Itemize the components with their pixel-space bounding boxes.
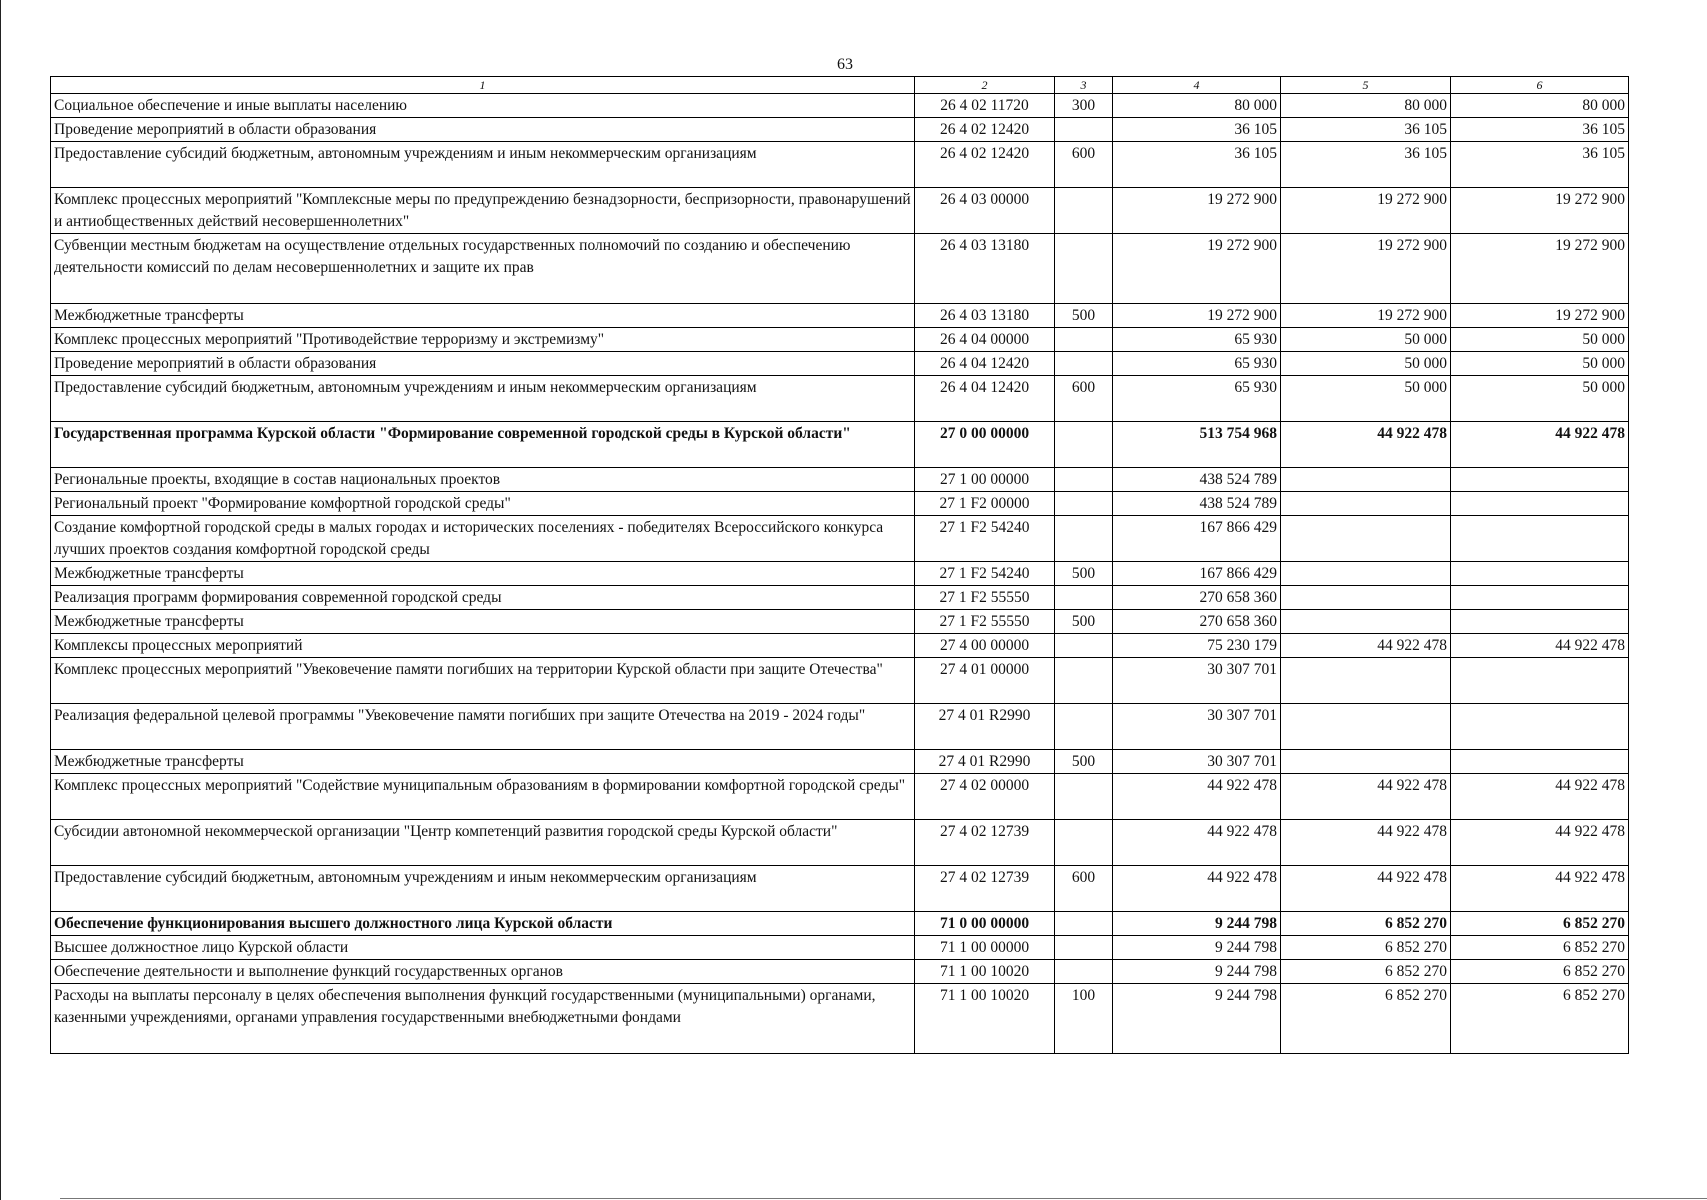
row-amount-3 [1451, 704, 1629, 750]
row-name: Комплексы процессных мероприятий [51, 634, 915, 658]
row-expense-type: 100 [1055, 984, 1113, 1054]
row-expense-type: 500 [1055, 750, 1113, 774]
table-row [51, 960, 1629, 984]
row-amount-3 [1451, 586, 1629, 610]
row-amount-2: 6 852 270 [1281, 960, 1451, 984]
row-amount-1: 438 524 789 [1113, 468, 1281, 492]
table-row [51, 118, 1629, 142]
row-amount-3 [1451, 658, 1629, 704]
row-code: 71 1 00 10020 [915, 984, 1055, 1054]
col-header-3: 3 [1055, 77, 1113, 94]
row-amount-1: 36 105 [1113, 142, 1281, 188]
row-amount-2: 44 922 478 [1281, 422, 1451, 468]
row-amount-3 [1451, 516, 1629, 562]
row-amount-1: 44 922 478 [1113, 866, 1281, 912]
row-amount-3: 80 000 [1451, 94, 1629, 118]
row-name: Комплекс процессных мероприятий "Увековечение памяти погибших на территории Курской области при защите Отечества" [51, 658, 915, 704]
row-amount-1: 30 307 701 [1113, 658, 1281, 704]
row-amount-1: 36 105 [1113, 118, 1281, 142]
row-code: 27 1 F2 54240 [915, 516, 1055, 562]
row-amount-1: 9 244 798 [1113, 960, 1281, 984]
row-expense-type [1055, 118, 1113, 142]
row-amount-3: 44 922 478 [1451, 820, 1629, 866]
row-code: 71 1 00 00000 [915, 936, 1055, 960]
row-name: Субвенции местным бюджетам на осуществление отдельных государственных полномочий по созданию и обеспечению деятельности комиссий по делам несовершеннолетних и защите их прав [51, 234, 915, 304]
row-amount-1: 65 930 [1113, 352, 1281, 376]
row-amount-3 [1451, 492, 1629, 516]
row-expense-type [1055, 234, 1113, 304]
table-row [51, 984, 1629, 1054]
row-amount-3: 44 922 478 [1451, 866, 1629, 912]
row-amount-2: 36 105 [1281, 142, 1451, 188]
table-row [51, 492, 1629, 516]
row-amount-3: 6 852 270 [1451, 936, 1629, 960]
row-amount-2: 44 922 478 [1281, 774, 1451, 820]
table-row [51, 912, 1629, 936]
row-amount-1: 19 272 900 [1113, 234, 1281, 304]
row-amount-3: 6 852 270 [1451, 984, 1629, 1054]
row-amount-1: 30 307 701 [1113, 750, 1281, 774]
row-amount-2: 50 000 [1281, 352, 1451, 376]
row-name: Межбюджетные трансферты [51, 750, 915, 774]
row-name: Региональный проект "Формирование комфортной городской среды" [51, 492, 915, 516]
row-amount-1: 270 658 360 [1113, 586, 1281, 610]
row-name: Реализация федеральной целевой программы "Увековечение памяти погибших при защите Отечества на 2019 - 2024 годы" [51, 704, 915, 750]
row-expense-type: 600 [1055, 376, 1113, 422]
row-amount-3: 50 000 [1451, 352, 1629, 376]
row-code: 27 1 F2 00000 [915, 492, 1055, 516]
col-header-1: 1 [51, 77, 915, 94]
row-amount-1: 19 272 900 [1113, 188, 1281, 234]
row-expense-type [1055, 586, 1113, 610]
row-code: 27 4 02 00000 [915, 774, 1055, 820]
row-amount-2 [1281, 468, 1451, 492]
row-amount-2 [1281, 658, 1451, 704]
row-amount-2 [1281, 516, 1451, 562]
row-amount-2 [1281, 492, 1451, 516]
row-expense-type [1055, 634, 1113, 658]
row-expense-type: 500 [1055, 562, 1113, 586]
row-amount-3: 50 000 [1451, 376, 1629, 422]
row-amount-3: 44 922 478 [1451, 422, 1629, 468]
row-code: 27 1 F2 55550 [915, 610, 1055, 634]
row-amount-2: 36 105 [1281, 118, 1451, 142]
row-expense-type [1055, 912, 1113, 936]
row-name: Социальное обеспечение и иные выплаты населению [51, 94, 915, 118]
row-amount-3: 44 922 478 [1451, 774, 1629, 820]
row-name: Реализация программ формирования современной городской среды [51, 586, 915, 610]
row-expense-type [1055, 516, 1113, 562]
row-amount-1: 65 930 [1113, 376, 1281, 422]
row-code: 27 4 02 12739 [915, 866, 1055, 912]
row-name: Государственная программа Курской области "Формирование современной городской среды в Курской области" [51, 422, 915, 468]
row-name: Комплекс процессных мероприятий "Комплексные меры по предупреждению безнадзорности, беспризорности, правонарушений и антиобщественных действий несовершеннолетних" [51, 188, 915, 234]
row-amount-3: 19 272 900 [1451, 188, 1629, 234]
row-amount-1: 75 230 179 [1113, 634, 1281, 658]
row-amount-2: 6 852 270 [1281, 912, 1451, 936]
row-amount-1: 80 000 [1113, 94, 1281, 118]
row-code: 27 0 00 00000 [915, 422, 1055, 468]
row-amount-3: 36 105 [1451, 118, 1629, 142]
row-code: 26 4 03 13180 [915, 234, 1055, 304]
page-number: 63 [837, 56, 853, 73]
row-amount-2 [1281, 610, 1451, 634]
row-code: 27 4 00 00000 [915, 634, 1055, 658]
row-code: 26 4 04 12420 [915, 376, 1055, 422]
row-expense-type [1055, 658, 1113, 704]
row-code: 27 4 01 00000 [915, 658, 1055, 704]
scan-bottom-edge [60, 1198, 1707, 1199]
row-name: Проведение мероприятий в области образования [51, 118, 915, 142]
row-amount-3 [1451, 468, 1629, 492]
row-amount-2 [1281, 586, 1451, 610]
row-expense-type: 300 [1055, 94, 1113, 118]
row-name: Расходы на выплаты персоналу в целях обеспечения выполнения функций государственными (муниципальными) органами, казенными учреждениями, органами управления государственными внебюджетными фондами [51, 984, 915, 1054]
row-name: Создание комфортной городской среды в малых городах и исторических поселениях - победителях Всероссийского конкурса лучших проектов создания комфортной городской среды [51, 516, 915, 562]
row-expense-type [1055, 704, 1113, 750]
row-amount-1: 30 307 701 [1113, 704, 1281, 750]
row-amount-1: 19 272 900 [1113, 304, 1281, 328]
row-expense-type [1055, 960, 1113, 984]
row-amount-2: 80 000 [1281, 94, 1451, 118]
row-expense-type [1055, 492, 1113, 516]
row-name: Высшее должностное лицо Курской области [51, 936, 915, 960]
row-expense-type [1055, 422, 1113, 468]
row-code: 27 1 F2 54240 [915, 562, 1055, 586]
row-name: Предоставление субсидий бюджетным, автономным учреждениям и иным некоммерческим организациям [51, 866, 915, 912]
row-amount-2: 19 272 900 [1281, 234, 1451, 304]
row-amount-2: 44 922 478 [1281, 866, 1451, 912]
row-name: Комплекс процессных мероприятий "Содействие муниципальным образованиям в формировании комфортной городской среды" [51, 774, 915, 820]
table-header-row [51, 77, 1629, 94]
table-row [51, 658, 1629, 704]
row-amount-3: 50 000 [1451, 328, 1629, 352]
row-name: Проведение мероприятий в области образования [51, 352, 915, 376]
table-row [51, 586, 1629, 610]
row-amount-1: 9 244 798 [1113, 984, 1281, 1054]
row-expense-type [1055, 328, 1113, 352]
row-name: Межбюджетные трансферты [51, 562, 915, 586]
row-amount-3: 19 272 900 [1451, 304, 1629, 328]
row-name: Предоставление субсидий бюджетным, автономным учреждениям и иным некоммерческим организациям [51, 376, 915, 422]
row-expense-type [1055, 352, 1113, 376]
row-code: 71 1 00 10020 [915, 960, 1055, 984]
row-expense-type: 500 [1055, 610, 1113, 634]
row-amount-3: 6 852 270 [1451, 960, 1629, 984]
row-expense-type [1055, 774, 1113, 820]
table-row [51, 516, 1629, 562]
table-row [51, 352, 1629, 376]
row-amount-2: 19 272 900 [1281, 304, 1451, 328]
table-row [51, 866, 1629, 912]
table-row [51, 634, 1629, 658]
table-row [51, 936, 1629, 960]
row-code: 27 4 02 12739 [915, 820, 1055, 866]
table-row [51, 704, 1629, 750]
row-expense-type [1055, 936, 1113, 960]
table-row [51, 820, 1629, 866]
row-amount-2: 6 852 270 [1281, 984, 1451, 1054]
row-code: 27 4 01 R2990 [915, 750, 1055, 774]
table-row [51, 562, 1629, 586]
row-amount-3 [1451, 750, 1629, 774]
row-amount-1: 9 244 798 [1113, 912, 1281, 936]
row-name: Субсидии автономной некоммерческой организации "Центр компетенций развития городской среды Курской области" [51, 820, 915, 866]
row-code: 27 1 F2 55550 [915, 586, 1055, 610]
row-amount-1: 9 244 798 [1113, 936, 1281, 960]
row-amount-3: 19 272 900 [1451, 234, 1629, 304]
row-amount-2: 44 922 478 [1281, 820, 1451, 866]
row-code: 71 0 00 00000 [915, 912, 1055, 936]
row-amount-2 [1281, 704, 1451, 750]
row-code: 26 4 02 12420 [915, 118, 1055, 142]
row-amount-1: 513 754 968 [1113, 422, 1281, 468]
table-row [51, 376, 1629, 422]
col-header-6: 6 [1451, 77, 1629, 94]
row-amount-1: 438 524 789 [1113, 492, 1281, 516]
col-header-4: 4 [1113, 77, 1281, 94]
row-name: Обеспечение функционирования высшего должностного лица Курской области [51, 912, 915, 936]
scan-edge [0, 0, 1, 1200]
row-expense-type [1055, 188, 1113, 234]
row-expense-type: 600 [1055, 142, 1113, 188]
table-row [51, 422, 1629, 468]
row-amount-2: 50 000 [1281, 376, 1451, 422]
table-row [51, 468, 1629, 492]
row-code: 26 4 02 11720 [915, 94, 1055, 118]
table-row [51, 610, 1629, 634]
row-code: 27 1 00 00000 [915, 468, 1055, 492]
table-row [51, 750, 1629, 774]
row-amount-2 [1281, 750, 1451, 774]
budget-table [50, 76, 1629, 1054]
row-amount-2: 19 272 900 [1281, 188, 1451, 234]
row-expense-type: 500 [1055, 304, 1113, 328]
table-row [51, 304, 1629, 328]
row-amount-3 [1451, 562, 1629, 586]
row-name: Предоставление субсидий бюджетным, автономным учреждениям и иным некоммерческим организациям [51, 142, 915, 188]
table-row [51, 328, 1629, 352]
row-amount-1: 44 922 478 [1113, 820, 1281, 866]
row-amount-3: 44 922 478 [1451, 634, 1629, 658]
table-body [51, 94, 1629, 1054]
row-amount-2: 50 000 [1281, 328, 1451, 352]
row-amount-2: 6 852 270 [1281, 936, 1451, 960]
row-amount-1: 65 930 [1113, 328, 1281, 352]
row-amount-1: 167 866 429 [1113, 516, 1281, 562]
row-name: Региональные проекты, входящие в состав национальных проектов [51, 468, 915, 492]
table-row [51, 142, 1629, 188]
row-amount-3 [1451, 610, 1629, 634]
table-row [51, 234, 1629, 304]
table-row [51, 94, 1629, 118]
row-amount-2: 44 922 478 [1281, 634, 1451, 658]
col-header-5: 5 [1281, 77, 1451, 94]
row-code: 26 4 04 00000 [915, 328, 1055, 352]
col-header-2: 2 [915, 77, 1055, 94]
row-code: 26 4 04 12420 [915, 352, 1055, 376]
row-code: 27 4 01 R2990 [915, 704, 1055, 750]
row-amount-1: 44 922 478 [1113, 774, 1281, 820]
table-row [51, 774, 1629, 820]
row-name: Обеспечение деятельности и выполнение функций государственных органов [51, 960, 915, 984]
row-amount-2 [1281, 562, 1451, 586]
row-expense-type: 600 [1055, 866, 1113, 912]
row-amount-3: 36 105 [1451, 142, 1629, 188]
row-name: Комплекс процессных мероприятий "Противодействие терроризму и экстремизму" [51, 328, 915, 352]
row-amount-3: 6 852 270 [1451, 912, 1629, 936]
row-code: 26 4 02 12420 [915, 142, 1055, 188]
row-amount-1: 167 866 429 [1113, 562, 1281, 586]
row-name: Межбюджетные трансферты [51, 304, 915, 328]
table-row [51, 188, 1629, 234]
row-code: 26 4 03 13180 [915, 304, 1055, 328]
row-expense-type [1055, 820, 1113, 866]
row-amount-1: 270 658 360 [1113, 610, 1281, 634]
row-expense-type [1055, 468, 1113, 492]
row-code: 26 4 03 00000 [915, 188, 1055, 234]
row-name: Межбюджетные трансферты [51, 610, 915, 634]
